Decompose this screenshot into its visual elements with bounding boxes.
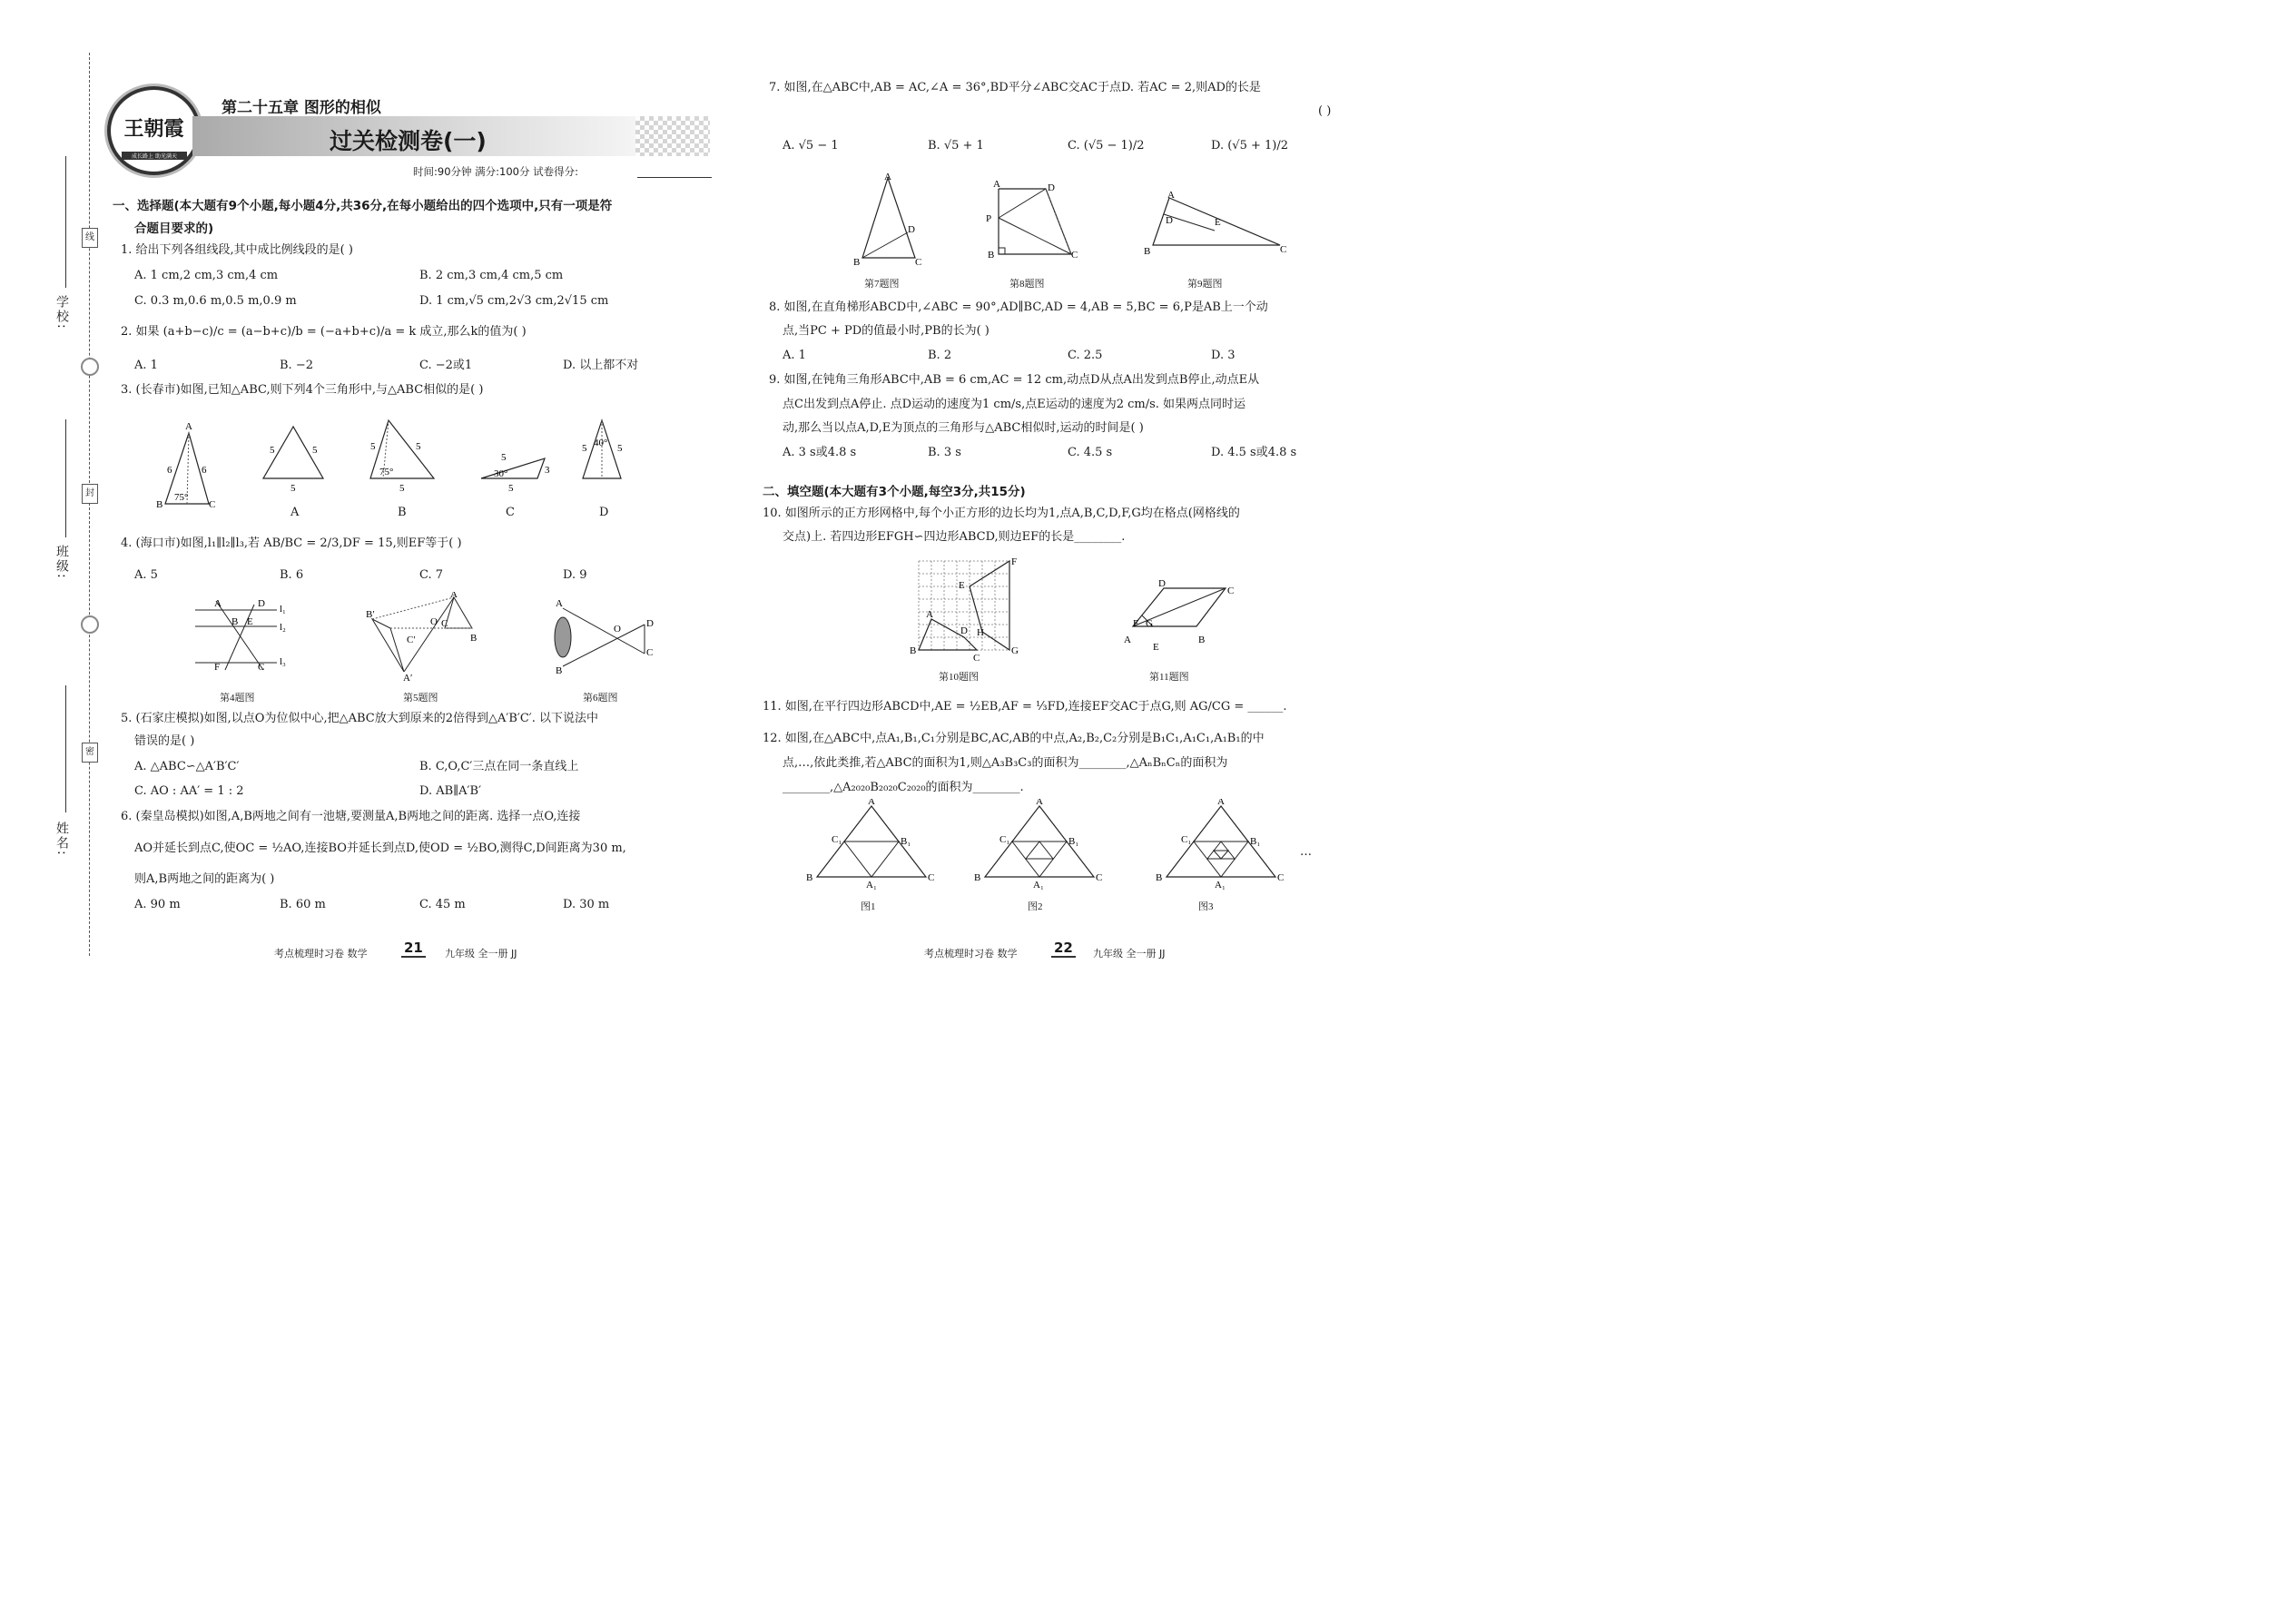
q5-option-b[interactable]: B. C,O,C′三点在同一条直线上: [419, 760, 579, 773]
svg-text:H: H: [977, 627, 984, 638]
score-blank[interactable]: [637, 177, 712, 178]
binding-ring-1: [81, 358, 99, 376]
svg-text:C₁: C₁: [832, 834, 842, 845]
svg-text:B: B: [974, 872, 981, 883]
svg-text:C: C: [1277, 872, 1285, 883]
svg-text:E: E: [1215, 217, 1221, 228]
section-1-heading: 一、选择题(本大题有9个小题,每小题4分,共36分,在每小题给出的四个选项中,只有一项是符: [113, 199, 613, 213]
svg-text:B₁: B₁: [1068, 836, 1079, 847]
svg-text:B: B: [156, 499, 163, 510]
svg-text:C: C: [441, 618, 448, 629]
fig10-grid: [919, 561, 1009, 650]
svg-text:O: O: [614, 624, 621, 635]
fig4-caption: 第4题图: [220, 693, 255, 704]
q5-option-a[interactable]: A. △ABC∽△A′B′C′: [134, 760, 240, 773]
svg-text:C: C: [646, 647, 654, 658]
svg-text:C: C: [928, 872, 935, 883]
q3-label-b: B: [398, 506, 407, 519]
svg-text:G: G: [1011, 645, 1019, 656]
q4-stem: 4. (海口市)如图,l₁∥l₂∥l₃,若 AB/BC = 2/3,DF = 15,则EF等于( ): [121, 536, 462, 550]
svg-text:C: C: [1096, 872, 1103, 883]
q8-option-b[interactable]: B. 2: [928, 349, 952, 362]
q8-stem-cont: 点,当PC + PD的值最小时,PB的长为( ): [783, 324, 989, 338]
q7-option-b[interactable]: B. √5 + 1: [928, 139, 984, 153]
svg-text:E: E: [247, 616, 253, 627]
q5-stem-cont: 错误的是( ): [134, 734, 195, 748]
svg-text:C: C: [973, 653, 980, 663]
fig12-3: [1156, 799, 1284, 890]
logo-text: 王朝霞: [123, 117, 184, 141]
q12-stem-cont: 点,…,依此类推,若△ABC的面积为1,则△A₃B₃C₃的面积为________,△AₙBₙCₙ的面积为: [783, 756, 1228, 770]
svg-text:C: C: [1071, 250, 1078, 261]
name-blank[interactable]: [65, 685, 66, 812]
q9-stem-cont: 点C出发到点A停止. 点D运动的速度为1 cm/s,点E运动的速度为2 cm/s. 如果两点同时运: [783, 398, 1246, 411]
fig5-caption: 第5题图: [403, 693, 438, 704]
svg-text:B: B: [470, 633, 478, 644]
svg-text:B′: B′: [366, 609, 375, 620]
svg-text:C: C: [258, 662, 265, 673]
q6-stem-cont: AO并延长到点C,使OC = ½AO,连接BO并延长到点D,使OD = ½BO,测得C,D间距离为30 m,: [134, 842, 626, 855]
fig10-abcd: [919, 619, 977, 650]
svg-text:5: 5: [501, 452, 507, 463]
svg-text:D: D: [960, 625, 968, 636]
q10-stem-cont: 交点)上. 若四边形EFGH∽四边形ABCD,则边EF的长是________.: [783, 530, 1126, 544]
svg-text:D: D: [1166, 215, 1173, 226]
q12-stem: 12. 如图,在△ABC中,点A₁,B₁,C₁分别是BC,AC,AB的中点,A₂,B₂,C₂分别是B₁C₁,A₁C₁,A₁B₁的中: [763, 732, 1265, 745]
q1-option-b[interactable]: B. 2 cm,3 cm,4 cm,5 cm: [419, 269, 564, 282]
q11-stem: 11. 如图,在平行四边形ABCD中,AE = ½EB,AF = ⅓FD,连接EF交AC于点G,则 AG/CG = ______.: [763, 700, 1287, 714]
svg-text:75°: 75°: [174, 492, 189, 503]
q12-stem-cont2: ________,△A₂₀₂₀B₂₀₂₀C₂₀₂₀的面积为________.: [783, 781, 1024, 794]
footer-left-text: 考点梳理时习卷 数学: [274, 948, 368, 960]
svg-text:F: F: [1011, 556, 1018, 567]
q6-option-c[interactable]: C. 45 m: [419, 898, 466, 911]
svg-text:D: D: [1158, 578, 1166, 589]
svg-text:5: 5: [508, 483, 514, 494]
svg-text:B: B: [1156, 872, 1163, 883]
q2-stem: 2. 如果 (a+b−c)/c = (a−b+c)/b = (−a+b+c)/a = k 成立,那么k的值为( ): [121, 325, 527, 339]
svg-text:A: A: [993, 179, 1000, 190]
svg-text:B: B: [988, 250, 995, 261]
svg-text:l₂: l₂: [280, 622, 286, 633]
fig12-3-caption: 图3: [1198, 901, 1214, 912]
footer-left-page: 21: [401, 940, 426, 958]
q1-option-c[interactable]: C. 0.3 m,0.6 m,0.5 m,0.9 m: [134, 294, 297, 308]
svg-text:C: C: [1280, 244, 1287, 255]
q5-option-c[interactable]: C. AO : AA′ = 1 : 2: [134, 784, 244, 798]
svg-text:A: A: [1036, 799, 1043, 807]
svg-text:3: 3: [545, 465, 550, 476]
fig10-caption: 第10题图: [939, 672, 979, 683]
q9-option-d[interactable]: D. 4.5 s或4.8 s: [1211, 446, 1297, 459]
chapter-title: 第二十五章 图形的相似: [222, 99, 381, 117]
q4-option-c[interactable]: C. 7: [419, 568, 444, 582]
q8-option-a[interactable]: A. 1: [783, 349, 806, 362]
seal-mark-2: 封: [82, 484, 98, 504]
q5-option-d[interactable]: D. AB∥A′B′: [419, 784, 482, 798]
q2-option-c[interactable]: C. −2或1: [419, 359, 473, 372]
svg-text:A: A: [450, 592, 458, 600]
svg-text:P: P: [986, 213, 992, 224]
svg-text:C₁: C₁: [999, 834, 1010, 845]
q8-option-d[interactable]: D. 3: [1211, 349, 1236, 362]
svg-text:D: D: [646, 618, 654, 629]
svg-text:C′: C′: [407, 635, 416, 645]
svg-text:B: B: [1198, 635, 1206, 645]
q7-option-d[interactable]: D. (√5 + 1)/2: [1211, 139, 1289, 153]
q6-option-b[interactable]: B. 60 m: [280, 898, 326, 911]
svg-text:F: F: [1133, 618, 1139, 629]
q1-stem: 1. 给出下列各组线段,其中成比例线段的是( ): [121, 243, 353, 257]
section-2-heading: 二、填空题(本大题有3个小题,每空3分,共15分): [763, 485, 1026, 499]
svg-text:5: 5: [312, 445, 318, 456]
svg-text:6: 6: [202, 465, 207, 476]
q3-label-c: C: [506, 506, 515, 519]
svg-text:E: E: [1153, 642, 1159, 653]
binding-dashed-line: [89, 53, 90, 956]
q2-option-d[interactable]: D. 以上都不对: [563, 359, 639, 372]
svg-text:C: C: [915, 257, 922, 268]
svg-text:B: B: [231, 616, 239, 627]
q8-stem: 8. 如图,在直角梯形ABCD中,∠ABC = 90°,AD∥BC,AD = 4,AB = 5,BC = 6,P是AB上一个动: [769, 300, 1268, 314]
q7-stem: 7. 如图,在△ABC中,AB = AC,∠A = 36°,BD平分∠ABC交AC于点D. 若AC = 2,则AD的长是: [769, 81, 1261, 94]
binding-ring-2: [81, 615, 99, 634]
fig12-2-caption: 图2: [1028, 901, 1043, 912]
fig7-caption: 第7题图: [864, 279, 900, 290]
svg-text:A: A: [884, 172, 891, 182]
q6-stem-cont2: 则A,B两地之间的距离为( ): [134, 872, 275, 886]
fig12-ellipsis: …: [1300, 845, 1312, 859]
svg-text:A: A: [1217, 799, 1225, 807]
footer-right-grade: 九年级 全一册 JJ: [1093, 948, 1166, 960]
svg-text:B: B: [910, 645, 917, 656]
svg-text:A: A: [185, 421, 192, 432]
footer-left-grade: 九年级 全一册 JJ: [445, 948, 517, 960]
school-blank[interactable]: [65, 156, 66, 288]
q5-stem: 5. (石家庄模拟)如图,以点O为位似中心,把△ABC放大到原来的2倍得到△A′B′C′. 以下说法中: [121, 712, 599, 725]
q1-option-d[interactable]: D. 1 cm,√5 cm,2√3 cm,2√15 cm: [419, 294, 609, 308]
q6-stem: 6. (秦皇岛模拟)如图,A,B两地之间有一池塘,要测量A,B两地之间的距离. 选择一点O,连接: [121, 810, 581, 823]
logo-badge: [107, 86, 201, 175]
q9-option-a[interactable]: A. 3 s或4.8 s: [783, 446, 857, 459]
fig11-caption: 第11题图: [1149, 672, 1189, 683]
svg-text:5: 5: [399, 483, 405, 494]
logo-subtext: 成长路上 助光满天: [122, 152, 187, 160]
svg-text:l₁: l₁: [280, 604, 286, 615]
svg-text:A′: A′: [403, 673, 413, 683]
checker-pattern: [635, 116, 710, 156]
figures-row-2: [844, 171, 1316, 271]
q9-stem: 9. 如图,在钝角三角形ABC中,AB = 6 cm,AC = 12 cm,动点D从点A出发到点B停止,动点E从: [769, 373, 1260, 387]
svg-text:C: C: [1227, 586, 1235, 596]
svg-text:5: 5: [270, 445, 275, 456]
svg-text:A: A: [1167, 190, 1175, 201]
fig12-1-caption: 图1: [861, 901, 876, 912]
q2-option-b[interactable]: B. −2: [280, 359, 313, 372]
fig9: [1144, 190, 1286, 257]
q2-option-a[interactable]: A. 1: [134, 359, 158, 372]
svg-text:D: D: [258, 598, 265, 609]
fig12-1: [806, 799, 934, 890]
svg-text:O: O: [430, 616, 438, 627]
svg-text:A: A: [1124, 635, 1131, 645]
q6-option-a[interactable]: A. 90 m: [134, 898, 181, 911]
svg-text:B: B: [556, 665, 563, 676]
q1-option-a[interactable]: A. 1 cm,2 cm,3 cm,4 cm: [134, 269, 279, 282]
svg-text:D: D: [1048, 182, 1055, 193]
school-label: 学校:: [54, 295, 69, 330]
svg-text:5: 5: [582, 443, 587, 454]
svg-text:F: F: [214, 662, 221, 673]
svg-text:40°: 40°: [594, 438, 608, 448]
svg-text:B: B: [853, 257, 861, 268]
figures-row-1: [182, 592, 672, 683]
svg-text:A₁: A₁: [1215, 880, 1226, 890]
svg-text:5: 5: [290, 483, 296, 494]
svg-text:A₁: A₁: [866, 880, 877, 890]
svg-text:5: 5: [617, 443, 623, 454]
page-title: 过关检测卷(一): [330, 128, 487, 154]
q7-option-a[interactable]: A. √5 − 1: [783, 139, 839, 153]
footer-right-text: 考点梳理时习卷 数学: [924, 948, 1018, 960]
fig8-caption: 第8题图: [1009, 279, 1045, 290]
svg-text:E: E: [959, 580, 965, 591]
q6-option-d[interactable]: D. 30 m: [563, 898, 610, 911]
seal-mark-3: 密: [82, 743, 98, 763]
figures-row-3: [908, 554, 1253, 663]
fig9-caption: 第9题图: [1187, 279, 1223, 290]
svg-text:G: G: [1146, 618, 1153, 629]
svg-text:30°: 30°: [494, 468, 508, 479]
fig5: [366, 592, 477, 683]
fig6-caption: 第6题图: [583, 693, 618, 704]
class-label: 班级:: [54, 545, 69, 580]
section-1-heading-cont: 合题目要求的): [134, 221, 214, 236]
svg-text:A: A: [868, 799, 875, 807]
svg-text:l₃: l₃: [280, 656, 286, 667]
exam-meta: 时间:90分钟 满分:100分 试卷得分:: [413, 165, 579, 178]
q4-option-a[interactable]: A. 5: [134, 568, 158, 582]
svg-text:C₁: C₁: [1181, 834, 1192, 845]
q4-option-d[interactable]: D. 9: [563, 568, 587, 582]
svg-text:6: 6: [167, 465, 172, 476]
svg-text:B: B: [1144, 246, 1151, 257]
svg-text:A: A: [926, 609, 933, 620]
figures-row-4: [799, 799, 1325, 890]
svg-text:5: 5: [370, 441, 376, 452]
svg-text:C: C: [209, 499, 216, 510]
q7-paren[interactable]: ( ): [1318, 104, 1332, 118]
q10-stem: 10. 如图所示的正方形网格中,每个小正方形的边长均为1,点A,B,C,D,F,G均在格点(网格线的: [763, 507, 1240, 520]
svg-text:B: B: [806, 872, 813, 883]
q4-option-b[interactable]: B. 6: [280, 568, 304, 582]
q9-option-c[interactable]: C. 4.5 s: [1068, 446, 1113, 459]
q3-label-a: A: [290, 506, 300, 519]
fig6: [555, 598, 654, 676]
name-label: 姓名:: [54, 822, 69, 857]
svg-text:B₁: B₁: [901, 836, 911, 847]
seal-mark-1: 线: [82, 228, 98, 248]
q8-option-c[interactable]: C. 2.5: [1068, 349, 1103, 362]
q9-option-b[interactable]: B. 3 s: [928, 446, 961, 459]
svg-text:D: D: [908, 224, 915, 235]
svg-text:A₁: A₁: [1033, 880, 1044, 890]
q3-label-d: D: [599, 506, 609, 519]
fig8: [986, 179, 1078, 261]
q7-option-c[interactable]: C. (√5 − 1)/2: [1068, 139, 1145, 153]
svg-text:A: A: [214, 598, 222, 609]
fig7: [853, 172, 921, 268]
q3-option-c-triangle: [481, 458, 545, 478]
svg-text:5: 5: [416, 441, 421, 452]
class-blank[interactable]: [65, 419, 66, 537]
svg-text:75°: 75°: [379, 467, 394, 477]
footer-right-page: 22: [1051, 940, 1076, 958]
svg-text:A: A: [556, 598, 563, 609]
svg-text:B₁: B₁: [1250, 836, 1261, 847]
q3-stem: 3. (长春市)如图,已知△ABC,则下列4个三角形中,与△ABC相似的是( ): [121, 383, 484, 397]
fig4: [195, 598, 286, 673]
fig10-efgh: [970, 561, 1009, 650]
q9-stem-cont2: 动,那么当以点A,D,E为顶点的三角形与△ABC相似时,运动的时间是( ): [783, 421, 1144, 435]
fig12-2: [974, 799, 1102, 890]
